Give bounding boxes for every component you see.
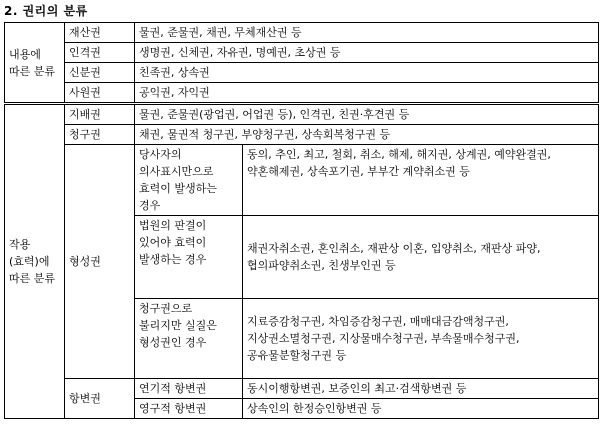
rights-classification-table: [4, 22, 599, 419]
defense-desc-peremptory: 영구적 항변권: [135, 399, 243, 419]
right-name-member: 사원권: [65, 83, 135, 104]
formative-examples-claim-like: 지료증감청구권, 차임증감청구권, 매매대금감액청구권, 지상권소멸청구권, 지상물매수청구권, 부속물매수청구권, 공유물분할청구권 등: [243, 299, 599, 379]
group-label-content: 내용에 따른 분류: [5, 23, 65, 104]
table-row: [5, 23, 599, 43]
formative-desc-judgment: 법원의 판결이 있어야 효력이 발생하는 경우: [135, 216, 243, 299]
right-examples-property: 물권, 준물권, 채권, 무체재산권 등: [135, 23, 599, 43]
table-row: [5, 145, 599, 216]
table-row: [5, 104, 599, 125]
formative-desc-unilateral: 당사자의 의사표시만으로 효력이 발생하는 경우: [135, 145, 243, 216]
right-examples-personality: 생명권, 신체권, 자유권, 명예권, 초상권 등: [135, 43, 599, 63]
formative-examples-unilateral: 동의, 추인, 최고, 철회, 취소, 해제, 해지권, 상계권, 예약완결권, 약혼해제권, 상속포기권, 부부간 계약취소권 등: [243, 145, 599, 216]
right-name-control: 지배권: [65, 104, 135, 125]
table-row: [5, 63, 599, 83]
right-name-formative: 형성권: [65, 145, 135, 379]
right-examples-member: 공익권, 자익권: [135, 83, 599, 104]
group-label-effect: 작용(효력)에 따른 분류: [5, 104, 65, 419]
right-name-defense: 항변권: [65, 379, 135, 419]
table-row: [5, 43, 599, 63]
right-name-personality: 인격권: [65, 43, 135, 63]
defense-examples-peremptory: 상속인의 한정승인항변권 등: [243, 399, 599, 419]
right-examples-status: 친족권, 상속권: [135, 63, 599, 83]
defense-desc-dilatory: 연기적 항변권: [135, 379, 243, 399]
formative-desc-claim-like: 청구권으로 불리지만 실질은 형성권인 경우: [135, 299, 243, 379]
right-name-claim: 청구권: [65, 125, 135, 145]
table-row: [5, 125, 599, 145]
table-row: [5, 379, 599, 399]
formative-examples-judgment: 채권자취소권, 혼인취소, 재판상 이혼, 입양취소, 재판상 파양, 협의파양취소권, 친생부인권 등: [243, 216, 599, 299]
right-examples-control: 물권, 준물권(광업권, 어업권 등), 인격권, 친권·후견권 등: [135, 104, 599, 125]
right-name-property: 재산권: [65, 23, 135, 43]
defense-examples-dilatory: 동시이행항변권, 보증인의 최고·검색항변권 등: [243, 379, 599, 399]
right-examples-claim: 채권, 물권적 청구권, 부양청구권, 상속회복청구권 등: [135, 125, 599, 145]
table-row: [5, 83, 599, 104]
right-name-status: 신분권: [65, 63, 135, 83]
page-title: 2. 권리의 분류: [4, 4, 88, 18]
